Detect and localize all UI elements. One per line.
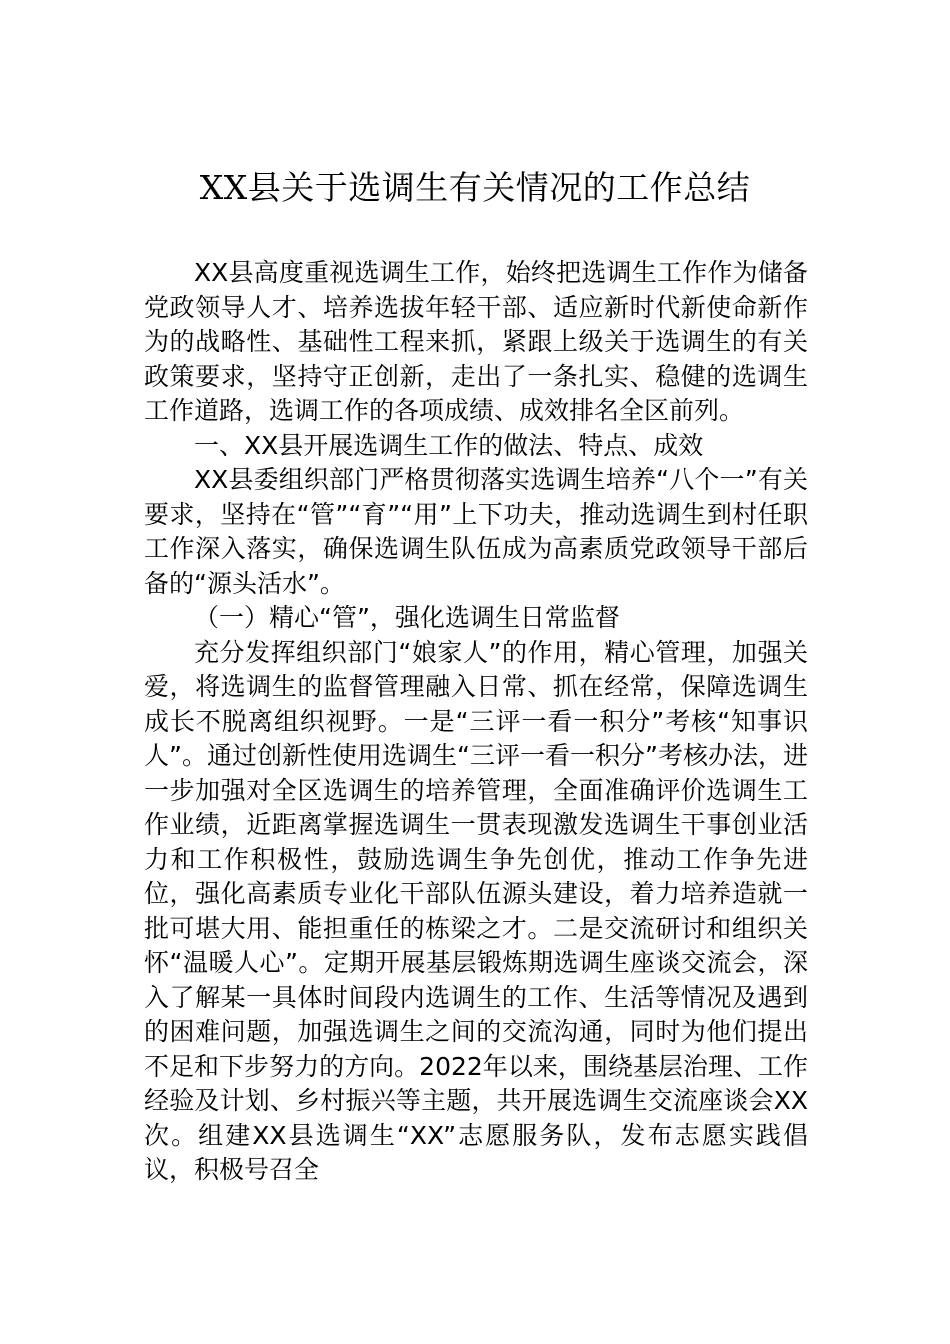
paragraph-intro: XX县高度重视选调生工作，始终把选调生工作作为储备党政领导人才、培养选拔年轻干部、适应新时代新使命新作为的战略性、基础性工程来抓，紧跟上级关于选调生的有关政策要求，坚持守正创新，走出了一条扎实、稳健的选调生工作道路，选调工作的各项成绩、成效排名全区前列。 — [144, 258, 808, 425]
subsection-heading-1: （一）精心“管”，强化选调生日常监督 — [194, 603, 620, 632]
section-heading-1: 一、XX县开展选调生工作的做法、特点、成效 — [194, 430, 704, 460]
paragraph-subsection-1: 充分发挥组织部门“娘家人”的作用，精心管理，加强关爱，将选调生的监督管理融入日常、抓在经常，保障选调生成长不脱离组织视野。一是“三评一看一积分”考核“知事识人”。通过创新性使用选调生“三评一看一积分”考核办法，进一步加强对全区选调生的培养管理，全面准确评价选调生工作业绩，近距离掌握选调生一贯表现激发选调生干事创业活力和工作积极性，鼓励选调生争先创优，推动工作争先进位，强化高素质专业化干部队伍源头建设，着力培养造就一批可堪大用、能担重任的栋梁之才。二是交流研讨和组织关怀“温暖人心”。定期开展基层锻炼期选调生座谈交流会，深入了解某一具体时间段内选调生的工作、生活等情况及遇到的困难问题，加强选调生之间的交流沟通，同时为他们提出不足和下步努力的方向。2022年以来，围绕基层治理、工作经验及计划、乡村振兴等主题，共开展选调生交流座谈会XX次。组建XX县选调生“XX”志愿服务队，发布志愿实践倡议，积极号召全 — [144, 637, 808, 1184]
paragraph-section-1: XX县委组织部门严格贯彻落实选调生培养“八个一”有关要求，坚持在“管”“育”“用”上下功夫，推动选调生到村任职工作深入落实，确保选调生队伍成为高素质党政领导干部后备的“源头活水”。 — [144, 465, 808, 598]
document-body — [144, 256, 808, 1188]
document-title: XX县关于选调生有关情况的工作总结 — [199, 168, 751, 207]
